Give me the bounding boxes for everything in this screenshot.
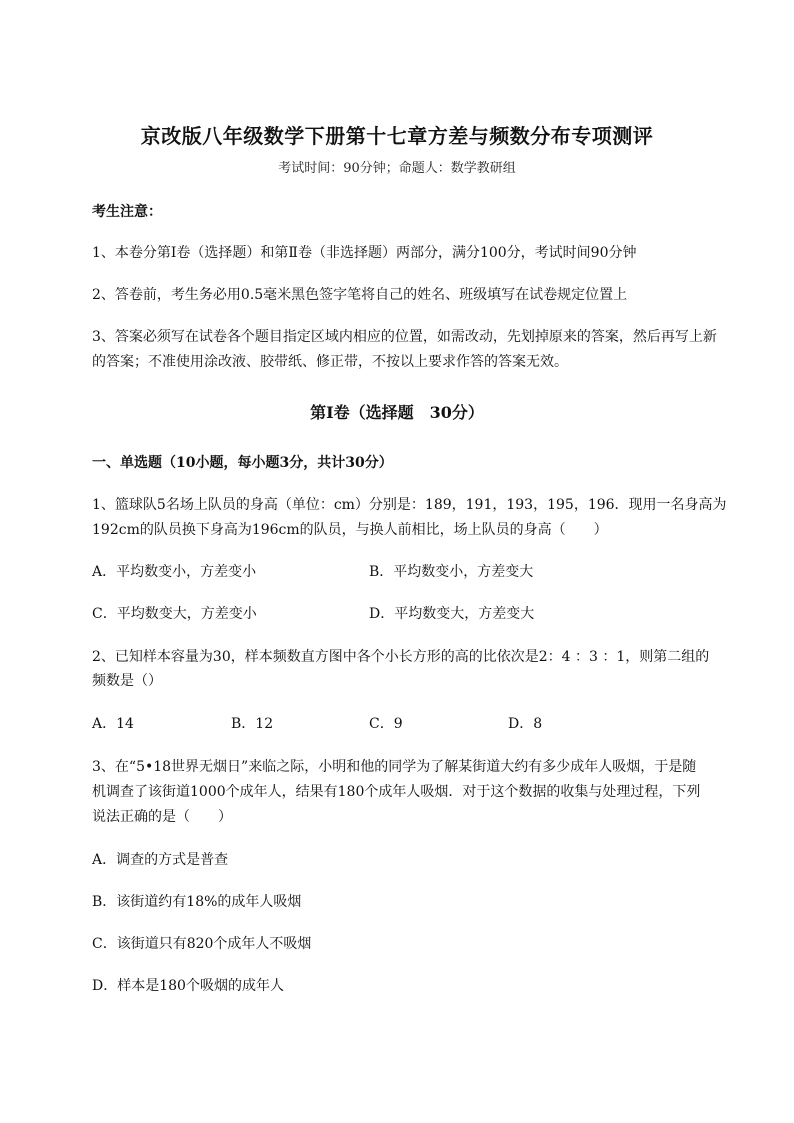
question-2-line-1: 2、已知样本容量为30，样本频数直方图中各个小长方形的高的比依次是2：4 ：3 ：1，则第二组的 <box>92 649 710 665</box>
question-3-line-2: 机调查了该街道1000个成年人，结果有180个成年人吸烟．对于这个数据的收集与处理过程，下列 <box>92 784 701 800</box>
question-2-option-a[interactable]: A．14 <box>92 716 134 732</box>
exam-info: 考试时间：90分钟；命题人：数学教研组 <box>278 161 516 176</box>
question-1-line-1: 1、篮球队5名场上队员的身高（单位：cm）分别是：189，191，193，195，196．现用一名身高为 <box>92 497 727 513</box>
question-1-option-b[interactable]: B．平均数变小，方差变大 <box>369 564 534 580</box>
question-2-option-c[interactable]: C．9 <box>369 716 403 732</box>
section-title: 第I卷（选择题 30分） <box>310 403 484 422</box>
question-1-option-c[interactable]: C．平均数变大，方差变小 <box>92 606 257 622</box>
part-title: 一、单选题（10小题，每小题3分，共计30分） <box>92 455 393 471</box>
question-1-option-d[interactable]: D．平均数变大，方差变大 <box>369 606 535 622</box>
question-3-option-b[interactable]: B．该街道约有18%的成年人吸烟 <box>92 894 302 910</box>
notice-item: 2、答卷前，考生务必用0.5毫米黑色签字笔将自己的姓名、班级填写在试卷规定位置上 <box>92 287 628 303</box>
notice-item: 1、本卷分第I卷（选择题）和第Ⅱ卷（非选择题）两部分，满分100分，考试时间90分钟 <box>92 245 637 261</box>
question-2-option-d[interactable]: D．8 <box>508 716 543 732</box>
question-3-option-c[interactable]: C．该街道只有820个成年人不吸烟 <box>92 936 312 952</box>
notice-item: 3、答案必须写在试卷各个题目指定区域内相应的位置，如需改动，先划掉原来的答案，然后再写上新 <box>92 329 717 345</box>
question-3-line-3: 说法正确的是（ ） <box>92 809 232 825</box>
notice-item-continued: 的答案；不准使用涂改液、胶带纸、修正带，不按以上要求作答的答案无效。 <box>92 354 568 370</box>
notice-heading: 考生注意： <box>92 204 162 220</box>
question-3-line-1: 3、在“5•18世界无烟日”来临之际，小明和他的同学为了解某街道大约有多少成年人吸烟，于是随 <box>92 759 697 775</box>
question-1-option-a[interactable]: A．平均数变小，方差变小 <box>92 564 257 580</box>
question-3-option-d[interactable]: D．样本是180个吸烟的成年人 <box>92 978 284 994</box>
page-title: 京改版八年级数学下册第十七章方差与频数分布专项测评 <box>140 124 654 148</box>
question-3-option-a[interactable]: A．调查的方式是普查 <box>92 852 229 868</box>
question-1-line-2: 192cm的队员换下身高为196cm的队员，与换人前相比，场上队员的身高（ ） <box>92 522 608 538</box>
question-2-option-b[interactable]: B．12 <box>231 716 274 732</box>
question-2-line-2: 频数是（） <box>92 673 162 689</box>
